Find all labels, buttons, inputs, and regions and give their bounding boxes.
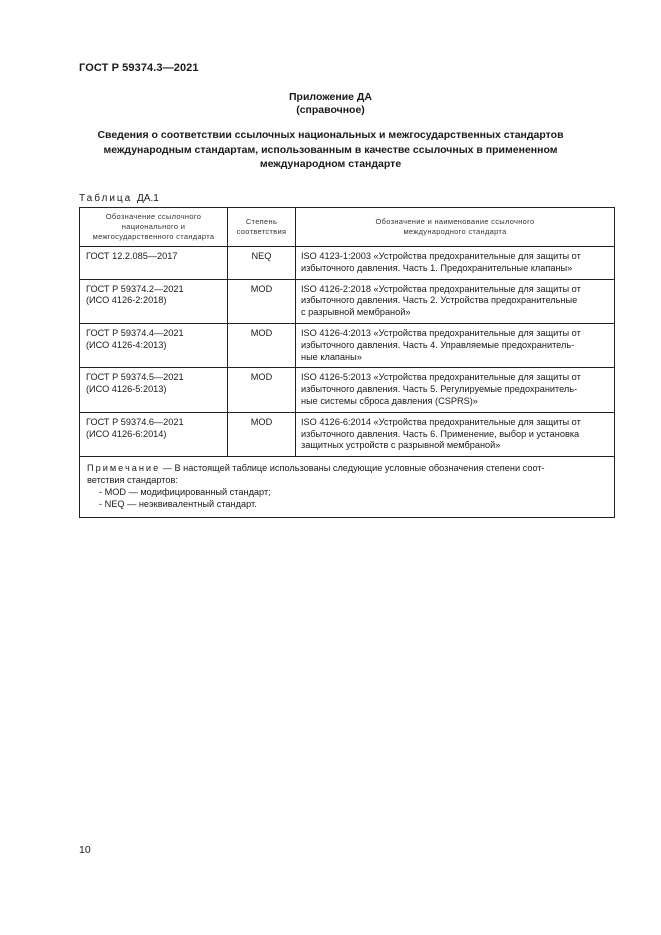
header-text: международного стандарта xyxy=(403,227,507,236)
appendix-title: Приложение ДА xyxy=(289,91,372,103)
heading-line: международным стандартам, использованным в качестве ссылочных в примененном xyxy=(103,143,558,156)
cell-text: ные системы сброса давления (CSPRS)» xyxy=(301,395,478,406)
cell-degree: NEQ xyxy=(228,247,296,280)
cell-text: защитных устройств с разрывной мембраной» xyxy=(301,440,501,451)
header-national-standard xyxy=(80,208,228,247)
header-text: национального и xyxy=(121,222,186,231)
note-list-item: - NEQ — неэквивалентный стандарт. xyxy=(99,499,257,510)
header-text: Обозначение ссылочного xyxy=(105,212,202,221)
cell-text: избыточного давления. Часть 2. Устройства предохранительные xyxy=(301,295,578,306)
cell-international-standard xyxy=(296,368,615,412)
page-number: 10 xyxy=(79,844,91,856)
cell-text: ISO 4126-5:2013 «Устройства предохранительные для защиты от xyxy=(301,372,581,383)
cell-text: избыточного давления. Часть 4. Управляемые предохранитель- xyxy=(301,339,575,350)
cell-national-standard xyxy=(80,368,228,412)
cell-text: ные клапаны» xyxy=(301,351,362,362)
cell-text: ГОСТ Р 59374.2—2021 xyxy=(86,283,184,294)
header-text: Степень xyxy=(245,217,278,226)
cell-national-standard xyxy=(80,279,228,323)
cell-degree: MOD xyxy=(228,368,296,412)
note-first-line xyxy=(87,462,607,474)
cell-text: избыточного давления. Часть 6. Применение, выбор и установка xyxy=(301,428,580,439)
note-text-continued: ветствия стандартов: xyxy=(87,475,178,486)
cell-degree: MOD xyxy=(228,323,296,367)
cell-text: (ИСО 4126-6:2014) xyxy=(86,428,167,439)
cell-text: ISO 4126-2:2018 «Устройства предохранительные для защиты от xyxy=(301,283,581,294)
cell-text: ГОСТ Р 59374.4—2021 xyxy=(86,327,184,338)
cell-text: ГОСТ 12.2.085—2017 xyxy=(86,251,178,261)
cell-national-standard xyxy=(80,412,228,456)
cell-text: ГОСТ Р 59374.5—2021 xyxy=(86,372,184,383)
cell-text: (ИСО 4126-5:2013) xyxy=(86,384,167,395)
table-caption xyxy=(79,193,159,204)
cell-text: с разрывной мембраной» xyxy=(301,307,411,318)
table-row xyxy=(80,279,615,323)
cell-text: избыточного давления. Часть 1. Предохранительные клапаны» xyxy=(301,262,573,273)
cell-national-standard xyxy=(80,323,228,367)
table-header-row xyxy=(80,208,615,247)
cell-text: ГОСТ Р 59374.6—2021 xyxy=(86,416,184,427)
table-row xyxy=(80,323,615,367)
cell-text: избыточного давления. Часть 5. Регулируемые предохранитель- xyxy=(301,384,578,395)
note-label: Примечание xyxy=(87,463,161,474)
cell-international-standard xyxy=(296,412,615,456)
cell-international-standard xyxy=(296,323,615,367)
note-list-item: - MOD — модифицированный стандарт; xyxy=(99,487,271,498)
cell-text: (ИСО 4126-2:2018) xyxy=(86,295,167,306)
section-heading xyxy=(90,128,571,172)
heading-line: международном стандарте xyxy=(259,158,402,170)
cell-text: ISO 4123-1:2003 «Устройства предохранительные для защиты от xyxy=(301,251,581,261)
cell-text: ISO 4126-4:2013 «Устройства предохранительные для защиты от xyxy=(301,327,581,338)
table-note xyxy=(80,457,615,518)
table-caption-word: Таблица xyxy=(79,193,133,204)
cell-international-standard xyxy=(296,247,615,280)
standards-correspondence-table xyxy=(79,207,615,518)
note-text: — В настоящей таблице использованы следующие условные обозначения степени соот- xyxy=(160,463,545,474)
heading-line: Сведения о соответствии ссылочных национальных и межгосударственных стандартов xyxy=(97,129,564,141)
table-caption-number: ДА.1 xyxy=(137,193,159,204)
cell-degree: MOD xyxy=(228,279,296,323)
header-text: Обозначение и наименование ссылочного xyxy=(375,217,535,226)
table-note-row xyxy=(80,457,615,518)
document-code-header: ГОСТ Р 59374.3—2021 xyxy=(79,62,199,74)
header-degree-of-correspondence xyxy=(228,208,296,247)
cell-degree: MOD xyxy=(228,412,296,456)
table-row xyxy=(80,247,615,280)
header-international-standard xyxy=(296,208,615,247)
table-row xyxy=(80,412,615,456)
appendix-status-note: (справочное) xyxy=(296,104,365,116)
cell-international-standard xyxy=(296,279,615,323)
cell-national-standard xyxy=(80,247,228,280)
cell-text: ISO 4126-6:2014 «Устройства предохранительные для защиты от xyxy=(301,416,581,427)
table-row xyxy=(80,368,615,412)
header-text: соответствия xyxy=(236,227,287,236)
header-text: межгосударственного стандарта xyxy=(92,232,215,241)
cell-text: (ИСО 4126-4:2013) xyxy=(86,339,167,350)
